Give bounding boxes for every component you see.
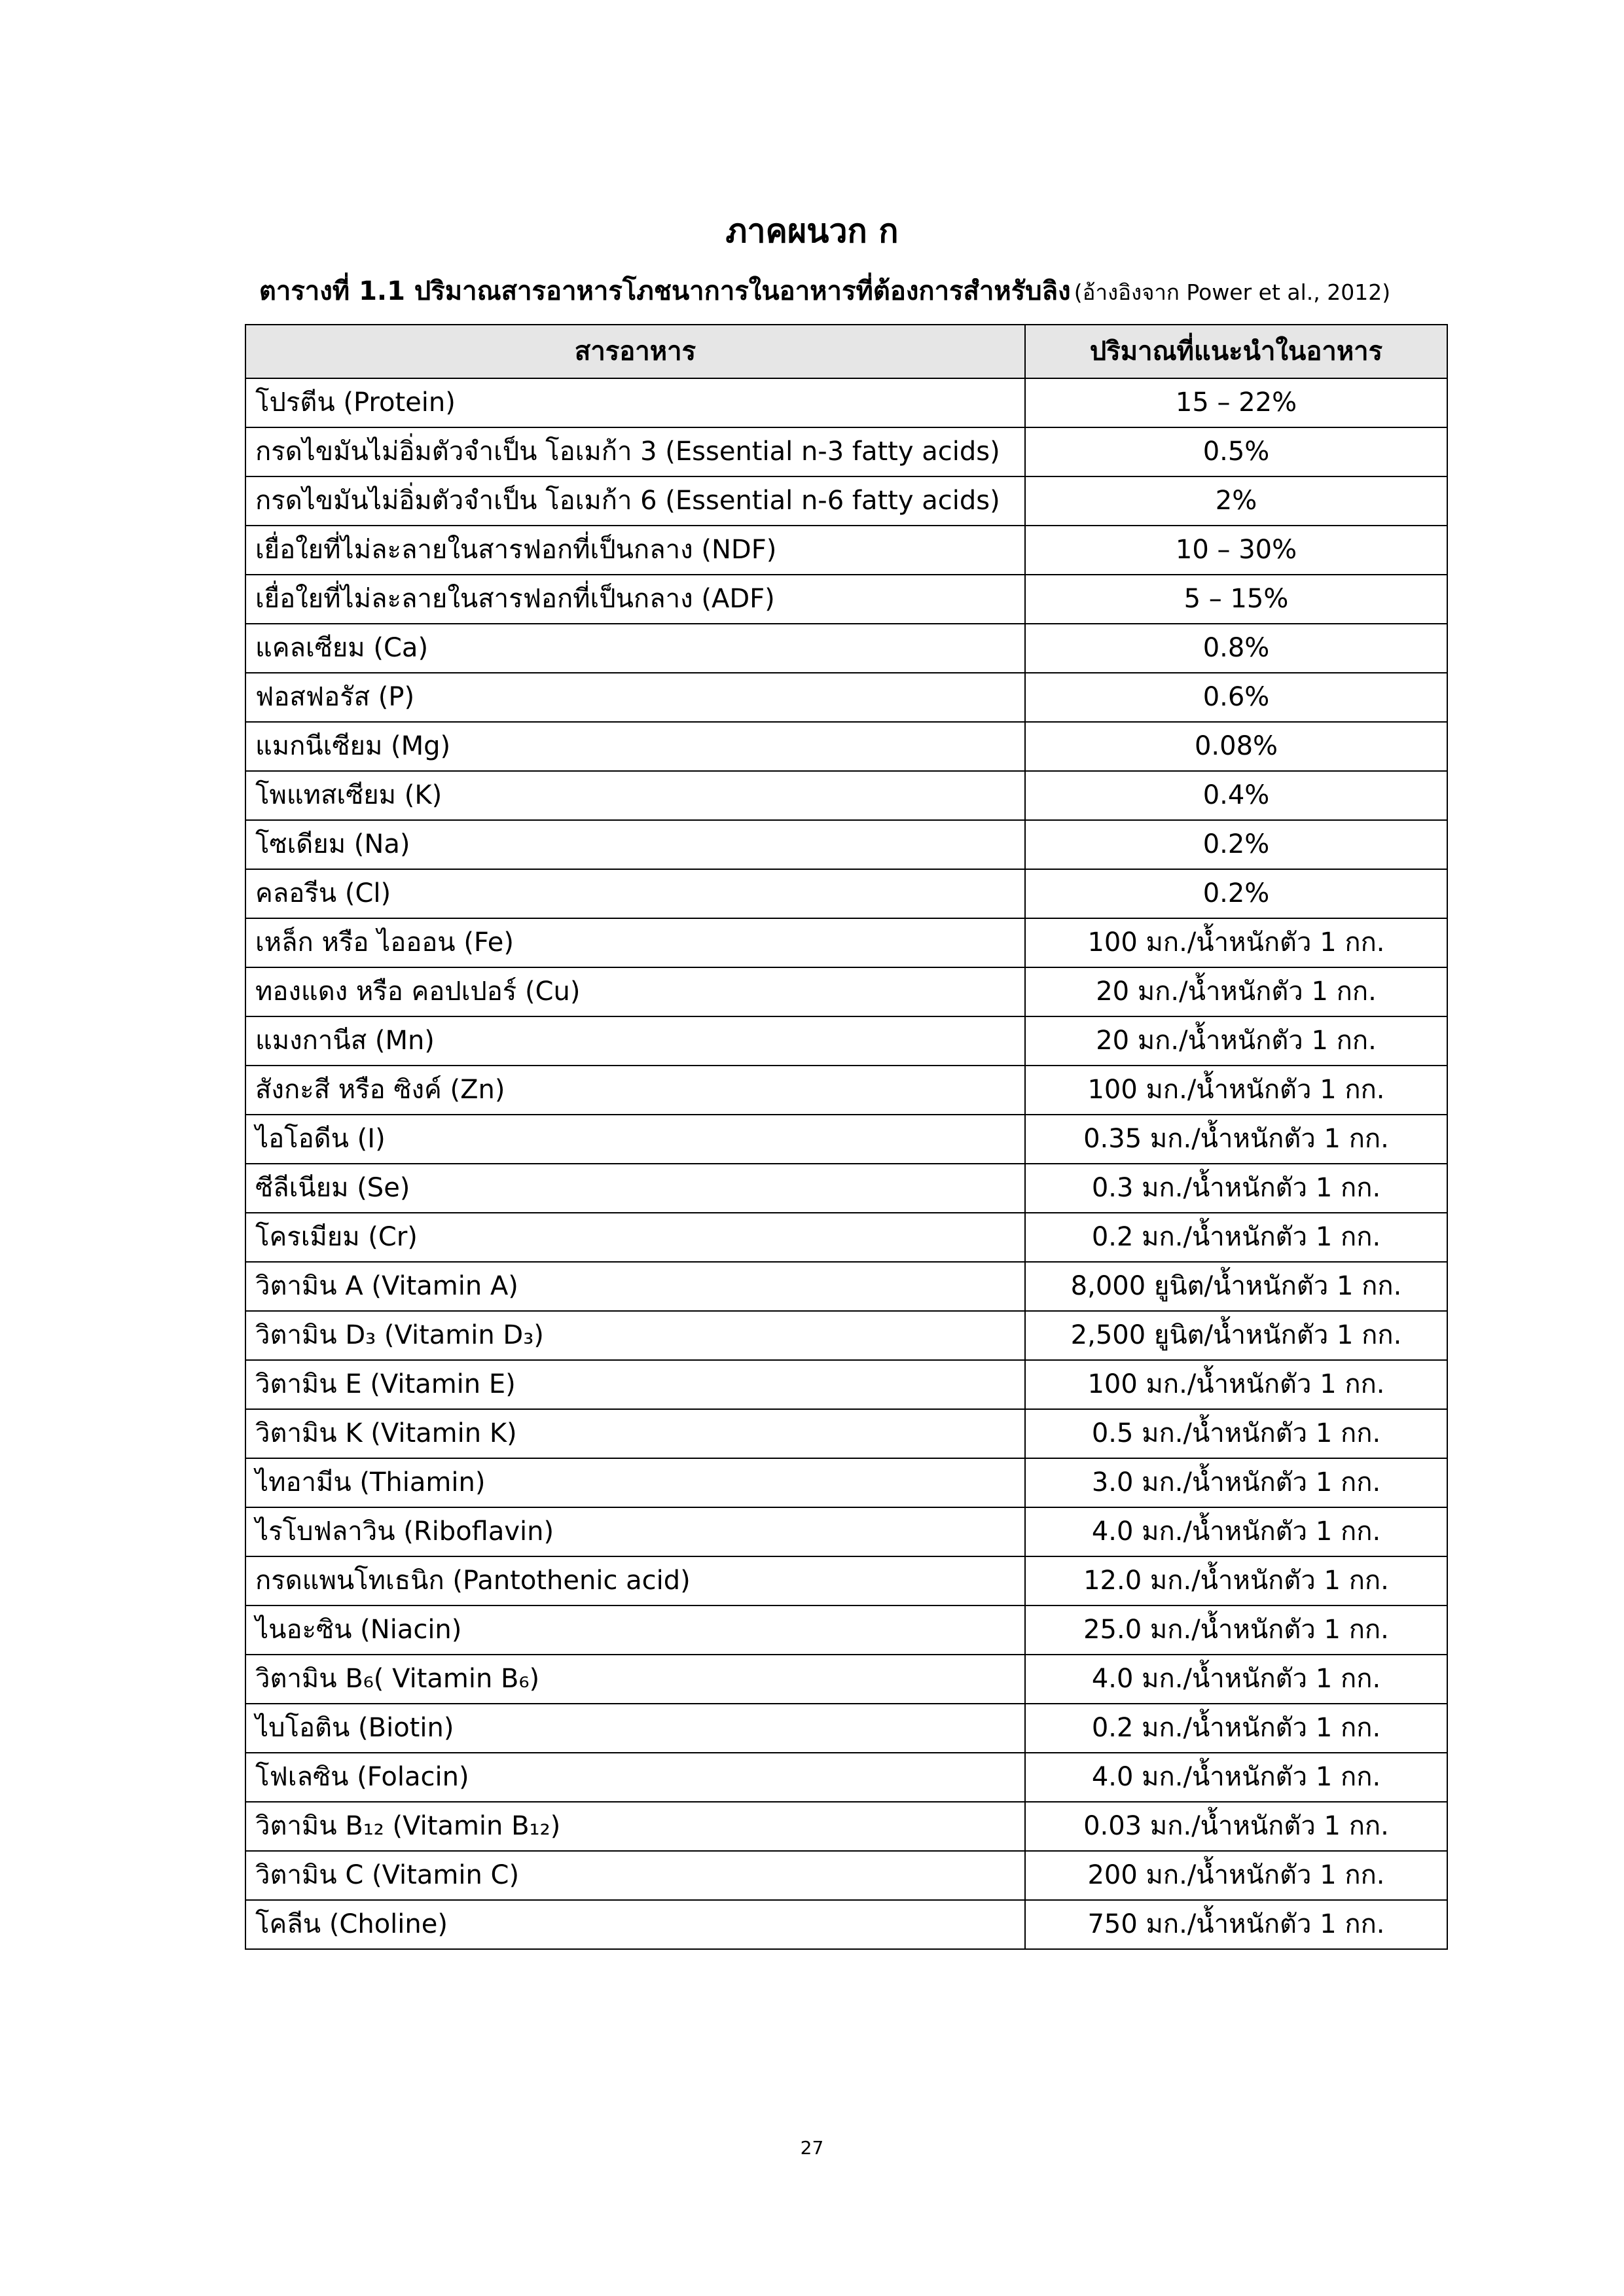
table-row	[245, 869, 1447, 918]
table-row	[245, 1213, 1447, 1262]
nutrient-name: กรดไขมันไม่อิ่มตัวจำเป็น โอเมก้า 6 (Essential n-6 fatty acids)	[245, 476, 1025, 526]
nutrient-name: วิตามิน K (Vitamin K)	[245, 1409, 1025, 1458]
table-row	[245, 1016, 1447, 1066]
table-row	[245, 967, 1447, 1016]
nutrient-amount: 100 มก./น้ำหนักตัว 1 กก.	[1025, 1066, 1447, 1115]
table-row	[245, 1802, 1447, 1851]
nutrient-amount: 750 มก./น้ำหนักตัว 1 กก.	[1025, 1900, 1447, 1949]
nutrient-name: โปรตีน (Protein)	[245, 378, 1025, 427]
nutrient-amount: 20 มก./น้ำหนักตัว 1 กก.	[1025, 1016, 1447, 1066]
nutrient-amount: 4.0 มก./น้ำหนักตัว 1 กก.	[1025, 1507, 1447, 1556]
nutrient-amount: 0.35 มก./น้ำหนักตัว 1 กก.	[1025, 1115, 1447, 1164]
nutrient-name: วิตามิน B₁₂ (Vitamin B₁₂)	[245, 1802, 1025, 1851]
page-number: 27	[800, 2137, 824, 2159]
nutrient-amount: 0.2 มก./น้ำหนักตัว 1 กก.	[1025, 1704, 1447, 1753]
table-row	[245, 820, 1447, 869]
nutrient-amount: 5 – 15%	[1025, 575, 1447, 624]
nutrient-name: กรดแพนโทเธนิก (Pantothenic acid)	[245, 1556, 1025, 1605]
nutrient-amount: 25.0 มก./น้ำหนักตัว 1 กก.	[1025, 1605, 1447, 1655]
nutrient-amount: 2,500 ยูนิต/น้ำหนักตัว 1 กก.	[1025, 1311, 1447, 1360]
nutrient-name: ไทอามีน (Thiamin)	[245, 1458, 1025, 1507]
table-row	[245, 476, 1447, 526]
nutrient-name: ทองแดง หรือ คอปเปอร์ (Cu)	[245, 967, 1025, 1016]
header-nutrient: สารอาหาร	[245, 325, 1025, 378]
nutrient-name: แมงกานีส (Mn)	[245, 1016, 1025, 1066]
table-caption-reference: (อ้างอิงจาก Power et al., 2012)	[1074, 279, 1391, 305]
nutrient-name: แคลเซียม (Ca)	[245, 624, 1025, 673]
table-row	[245, 1507, 1447, 1556]
nutrient-name: กรดไขมันไม่อิ่มตัวจำเป็น โอเมก้า 3 (Essential n-3 fatty acids)	[245, 427, 1025, 476]
table-row	[245, 1900, 1447, 1949]
nutrient-name: ไนอะซิน (Niacin)	[245, 1605, 1025, 1655]
table-row	[245, 1655, 1447, 1704]
table-row	[245, 624, 1447, 673]
table-caption	[151, 268, 1499, 319]
nutrient-amount: 0.08%	[1025, 722, 1447, 771]
nutrient-amount: 4.0 มก./น้ำหนักตัว 1 กก.	[1025, 1655, 1447, 1704]
nutrient-name: โคลีน (Choline)	[245, 1900, 1025, 1949]
nutrient-amount: 2%	[1025, 476, 1447, 526]
table-body	[245, 378, 1447, 1949]
nutrient-amount: 0.03 มก./น้ำหนักตัว 1 กก.	[1025, 1802, 1447, 1851]
table-row	[245, 1115, 1447, 1164]
nutrient-name: เยื่อใยที่ไม่ละลายในสารฟอกที่เป็นกลาง (NDF)	[245, 526, 1025, 575]
nutrient-amount: 100 มก./น้ำหนักตัว 1 กก.	[1025, 1360, 1447, 1409]
nutrient-amount: 0.4%	[1025, 771, 1447, 820]
nutrient-amount: 0.2%	[1025, 869, 1447, 918]
table-row	[245, 1851, 1447, 1900]
nutrient-amount: 0.8%	[1025, 624, 1447, 673]
nutrient-amount: 10 – 30%	[1025, 526, 1447, 575]
nutrient-amount: 0.5%	[1025, 427, 1447, 476]
nutrient-amount: 0.2 มก./น้ำหนักตัว 1 กก.	[1025, 1213, 1447, 1262]
nutrient-name: วิตามิน D₃ (Vitamin D₃)	[245, 1311, 1025, 1360]
table-row	[245, 1409, 1447, 1458]
nutrient-name: ไอโอดีน (I)	[245, 1115, 1025, 1164]
nutrient-name: วิตามิน C (Vitamin C)	[245, 1851, 1025, 1900]
table-row	[245, 1556, 1447, 1605]
table-row	[245, 1311, 1447, 1360]
table-row	[245, 1704, 1447, 1753]
nutrient-amount: 200 มก./น้ำหนักตัว 1 กก.	[1025, 1851, 1447, 1900]
nutrient-amount: 12.0 มก./น้ำหนักตัว 1 กก.	[1025, 1556, 1447, 1605]
table-row	[245, 673, 1447, 722]
table-caption-main: ตารางที่ 1.1 ปริมาณสารอาหารโภชนาการในอาหารที่ต้องการสำหรับลิง	[259, 276, 1071, 306]
nutrient-amount: 100 มก./น้ำหนักตัว 1 กก.	[1025, 918, 1447, 967]
nutrient-table	[245, 324, 1448, 1950]
nutrient-name: เหล็ก หรือ ไอออน (Fe)	[245, 918, 1025, 967]
table-row	[245, 1605, 1447, 1655]
nutrient-amount: 0.3 มก./น้ำหนักตัว 1 กก.	[1025, 1164, 1447, 1213]
table-row	[245, 1753, 1447, 1802]
table-row	[245, 1262, 1447, 1311]
nutrient-amount: 15 – 22%	[1025, 378, 1447, 427]
nutrient-name: โฟเลซิน (Folacin)	[245, 1753, 1025, 1802]
table-row	[245, 1066, 1447, 1115]
nutrient-amount: 0.5 มก./น้ำหนักตัว 1 กก.	[1025, 1409, 1447, 1458]
table-header-row	[245, 325, 1447, 378]
nutrient-name: วิตามิน B₆( Vitamin B₆)	[245, 1655, 1025, 1704]
table-row	[245, 1458, 1447, 1507]
nutrient-name: โพแทสเซียม (K)	[245, 771, 1025, 820]
table-row	[245, 1360, 1447, 1409]
nutrient-amount: 8,000 ยูนิต/น้ำหนักตัว 1 กก.	[1025, 1262, 1447, 1311]
nutrient-name: ฟอสฟอรัส (P)	[245, 673, 1025, 722]
nutrient-name: วิตามิน E (Vitamin E)	[245, 1360, 1025, 1409]
appendix-title: ภาคผนวก ก	[725, 212, 899, 250]
table-row	[245, 526, 1447, 575]
table-row	[245, 575, 1447, 624]
nutrient-amount: 0.6%	[1025, 673, 1447, 722]
nutrient-name: วิตามิน A (Vitamin A)	[245, 1262, 1025, 1311]
nutrient-name: ไบโอติน (Biotin)	[245, 1704, 1025, 1753]
header-amount: ปริมาณที่แนะนำในอาหาร	[1025, 325, 1447, 378]
nutrient-name: สังกะสี หรือ ซิงค์ (Zn)	[245, 1066, 1025, 1115]
table-row	[245, 771, 1447, 820]
nutrient-name: คลอรีน (Cl)	[245, 869, 1025, 918]
nutrient-name: เยื่อใยที่ไม่ละลายในสารฟอกที่เป็นกลาง (ADF)	[245, 575, 1025, 624]
nutrient-amount: 0.2%	[1025, 820, 1447, 869]
nutrient-amount: 4.0 มก./น้ำหนักตัว 1 กก.	[1025, 1753, 1447, 1802]
nutrient-amount: 3.0 มก./น้ำหนักตัว 1 กก.	[1025, 1458, 1447, 1507]
table-row	[245, 1164, 1447, 1213]
table-row	[245, 378, 1447, 427]
table-row	[245, 427, 1447, 476]
table-row	[245, 722, 1447, 771]
nutrient-name: โครเมียม (Cr)	[245, 1213, 1025, 1262]
nutrient-name: โซเดียม (Na)	[245, 820, 1025, 869]
nutrient-name: แมกนีเซียม (Mg)	[245, 722, 1025, 771]
nutrient-amount: 20 มก./น้ำหนักตัว 1 กก.	[1025, 967, 1447, 1016]
nutrient-name: ไรโบฟลาวิน (Riboflavin)	[245, 1507, 1025, 1556]
nutrient-name: ซีลีเนียม (Se)	[245, 1164, 1025, 1213]
table-row	[245, 918, 1447, 967]
